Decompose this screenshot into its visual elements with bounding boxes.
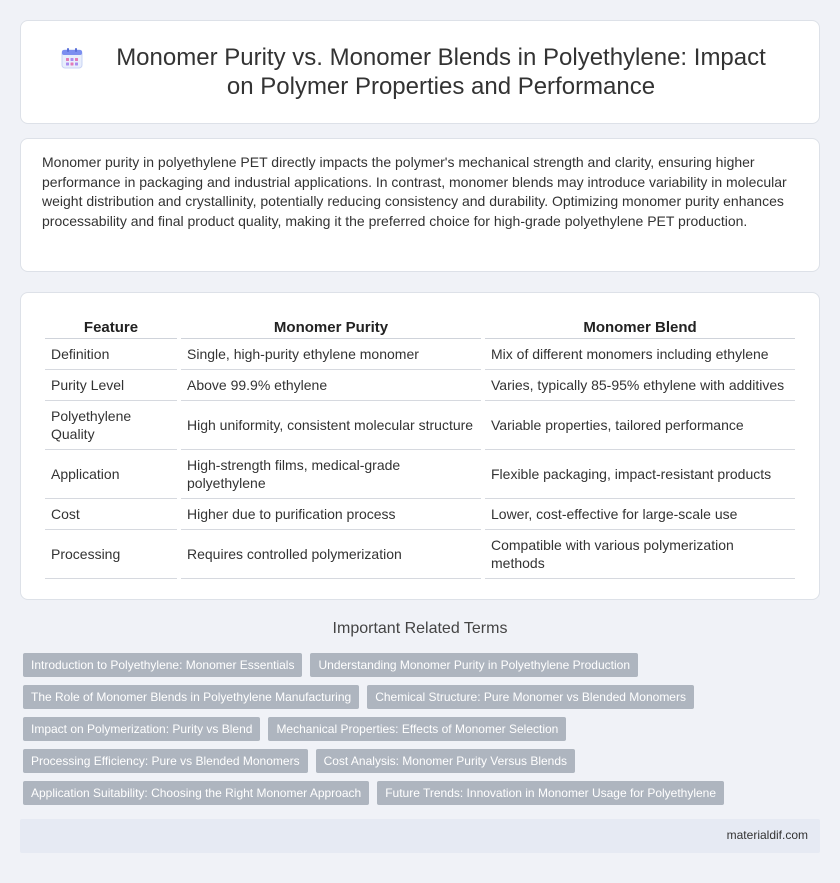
table-cell: Flexible packaging, impact-resistant products bbox=[485, 450, 795, 499]
related-terms-heading: Important Related Terms bbox=[332, 620, 508, 637]
table-cell: Lower, cost-effective for large-scale use bbox=[485, 499, 795, 530]
table-cell: High uniformity, consistent molecular structure bbox=[181, 401, 481, 450]
related-term-tag[interactable]: Chemical Structure: Pure Monomer vs Blended Monomers bbox=[367, 685, 694, 709]
table-cell: Purity Level bbox=[45, 370, 177, 401]
related-term-tag[interactable]: Impact on Polymerization: Purity vs Blend bbox=[23, 717, 260, 741]
table-header-row bbox=[45, 315, 795, 339]
page-title: Monomer Purity vs. Monomer Blends in Polyethylene: Impact on Polymer Properties and Performance bbox=[116, 44, 766, 100]
related-term-tag[interactable]: Mechanical Properties: Effects of Monomer Selection bbox=[268, 717, 566, 741]
table-cell: Single, high-purity ethylene monomer bbox=[181, 339, 481, 370]
comparison-table bbox=[41, 315, 799, 579]
table-cell: Higher due to purification process bbox=[181, 499, 481, 530]
table-cell: Mix of different monomers including ethylene bbox=[485, 339, 795, 370]
footer-site-link[interactable]: materialdif.com bbox=[726, 828, 808, 842]
table-cell: Above 99.9% ethylene bbox=[181, 370, 481, 401]
table-row bbox=[45, 339, 795, 370]
related-term-tag[interactable]: Application Suitability: Choosing the Right Monomer Approach bbox=[23, 781, 369, 805]
table-row bbox=[45, 499, 795, 530]
related-term-tag[interactable]: Introduction to Polyethylene: Monomer Essentials bbox=[23, 653, 302, 677]
table-cell: Definition bbox=[45, 339, 177, 370]
table-row bbox=[45, 401, 795, 450]
table-cell: Polyethylene Quality bbox=[45, 401, 177, 450]
column-header: Monomer Blend bbox=[485, 315, 795, 339]
intro-card bbox=[20, 138, 820, 272]
table-cell: Cost bbox=[45, 499, 177, 530]
table-row bbox=[45, 530, 795, 579]
title-card bbox=[20, 20, 820, 124]
related-term-tag[interactable]: Processing Efficiency: Pure vs Blended Monomers bbox=[23, 749, 308, 773]
table-row bbox=[45, 370, 795, 401]
table-cell: Processing bbox=[45, 530, 177, 579]
column-header: Feature bbox=[45, 315, 177, 339]
related-term-tag[interactable]: Understanding Monomer Purity in Polyethylene Production bbox=[310, 653, 638, 677]
related-terms-list bbox=[23, 653, 783, 813]
comparison-table-card bbox=[20, 292, 820, 600]
related-term-tag[interactable]: Future Trends: Innovation in Monomer Usage for Polyethylene bbox=[377, 781, 724, 805]
intro-paragraph: Monomer purity in polyethylene PET directly impacts the polymer's mechanical strength and clarity, ensuring higher performance in packaging and industrial applications. In contrast, monomer blends may introduce variability in molecular weight distribution and crystallinity, potentially reducing consistency and durability. Optimizing monomer purity enhances processability and final product quality, making it the preferred choice for high-grade polyethylene PET production. bbox=[42, 154, 787, 229]
column-header: Monomer Purity bbox=[181, 315, 481, 339]
table-cell: High-strength films, medical-grade polyethylene bbox=[181, 450, 481, 499]
related-term-tag[interactable]: Cost Analysis: Monomer Purity Versus Blends bbox=[316, 749, 575, 773]
table-cell: Variable properties, tailored performance bbox=[485, 401, 795, 450]
table-cell: Requires controlled polymerization bbox=[181, 530, 481, 579]
footer bbox=[20, 819, 820, 853]
table-cell: Compatible with various polymerization methods bbox=[485, 530, 795, 579]
table-row bbox=[45, 450, 795, 499]
table-cell: Application bbox=[45, 450, 177, 499]
table-cell: Varies, typically 85-95% ethylene with additives bbox=[485, 370, 795, 401]
related-term-tag[interactable]: The Role of Monomer Blends in Polyethylene Manufacturing bbox=[23, 685, 359, 709]
